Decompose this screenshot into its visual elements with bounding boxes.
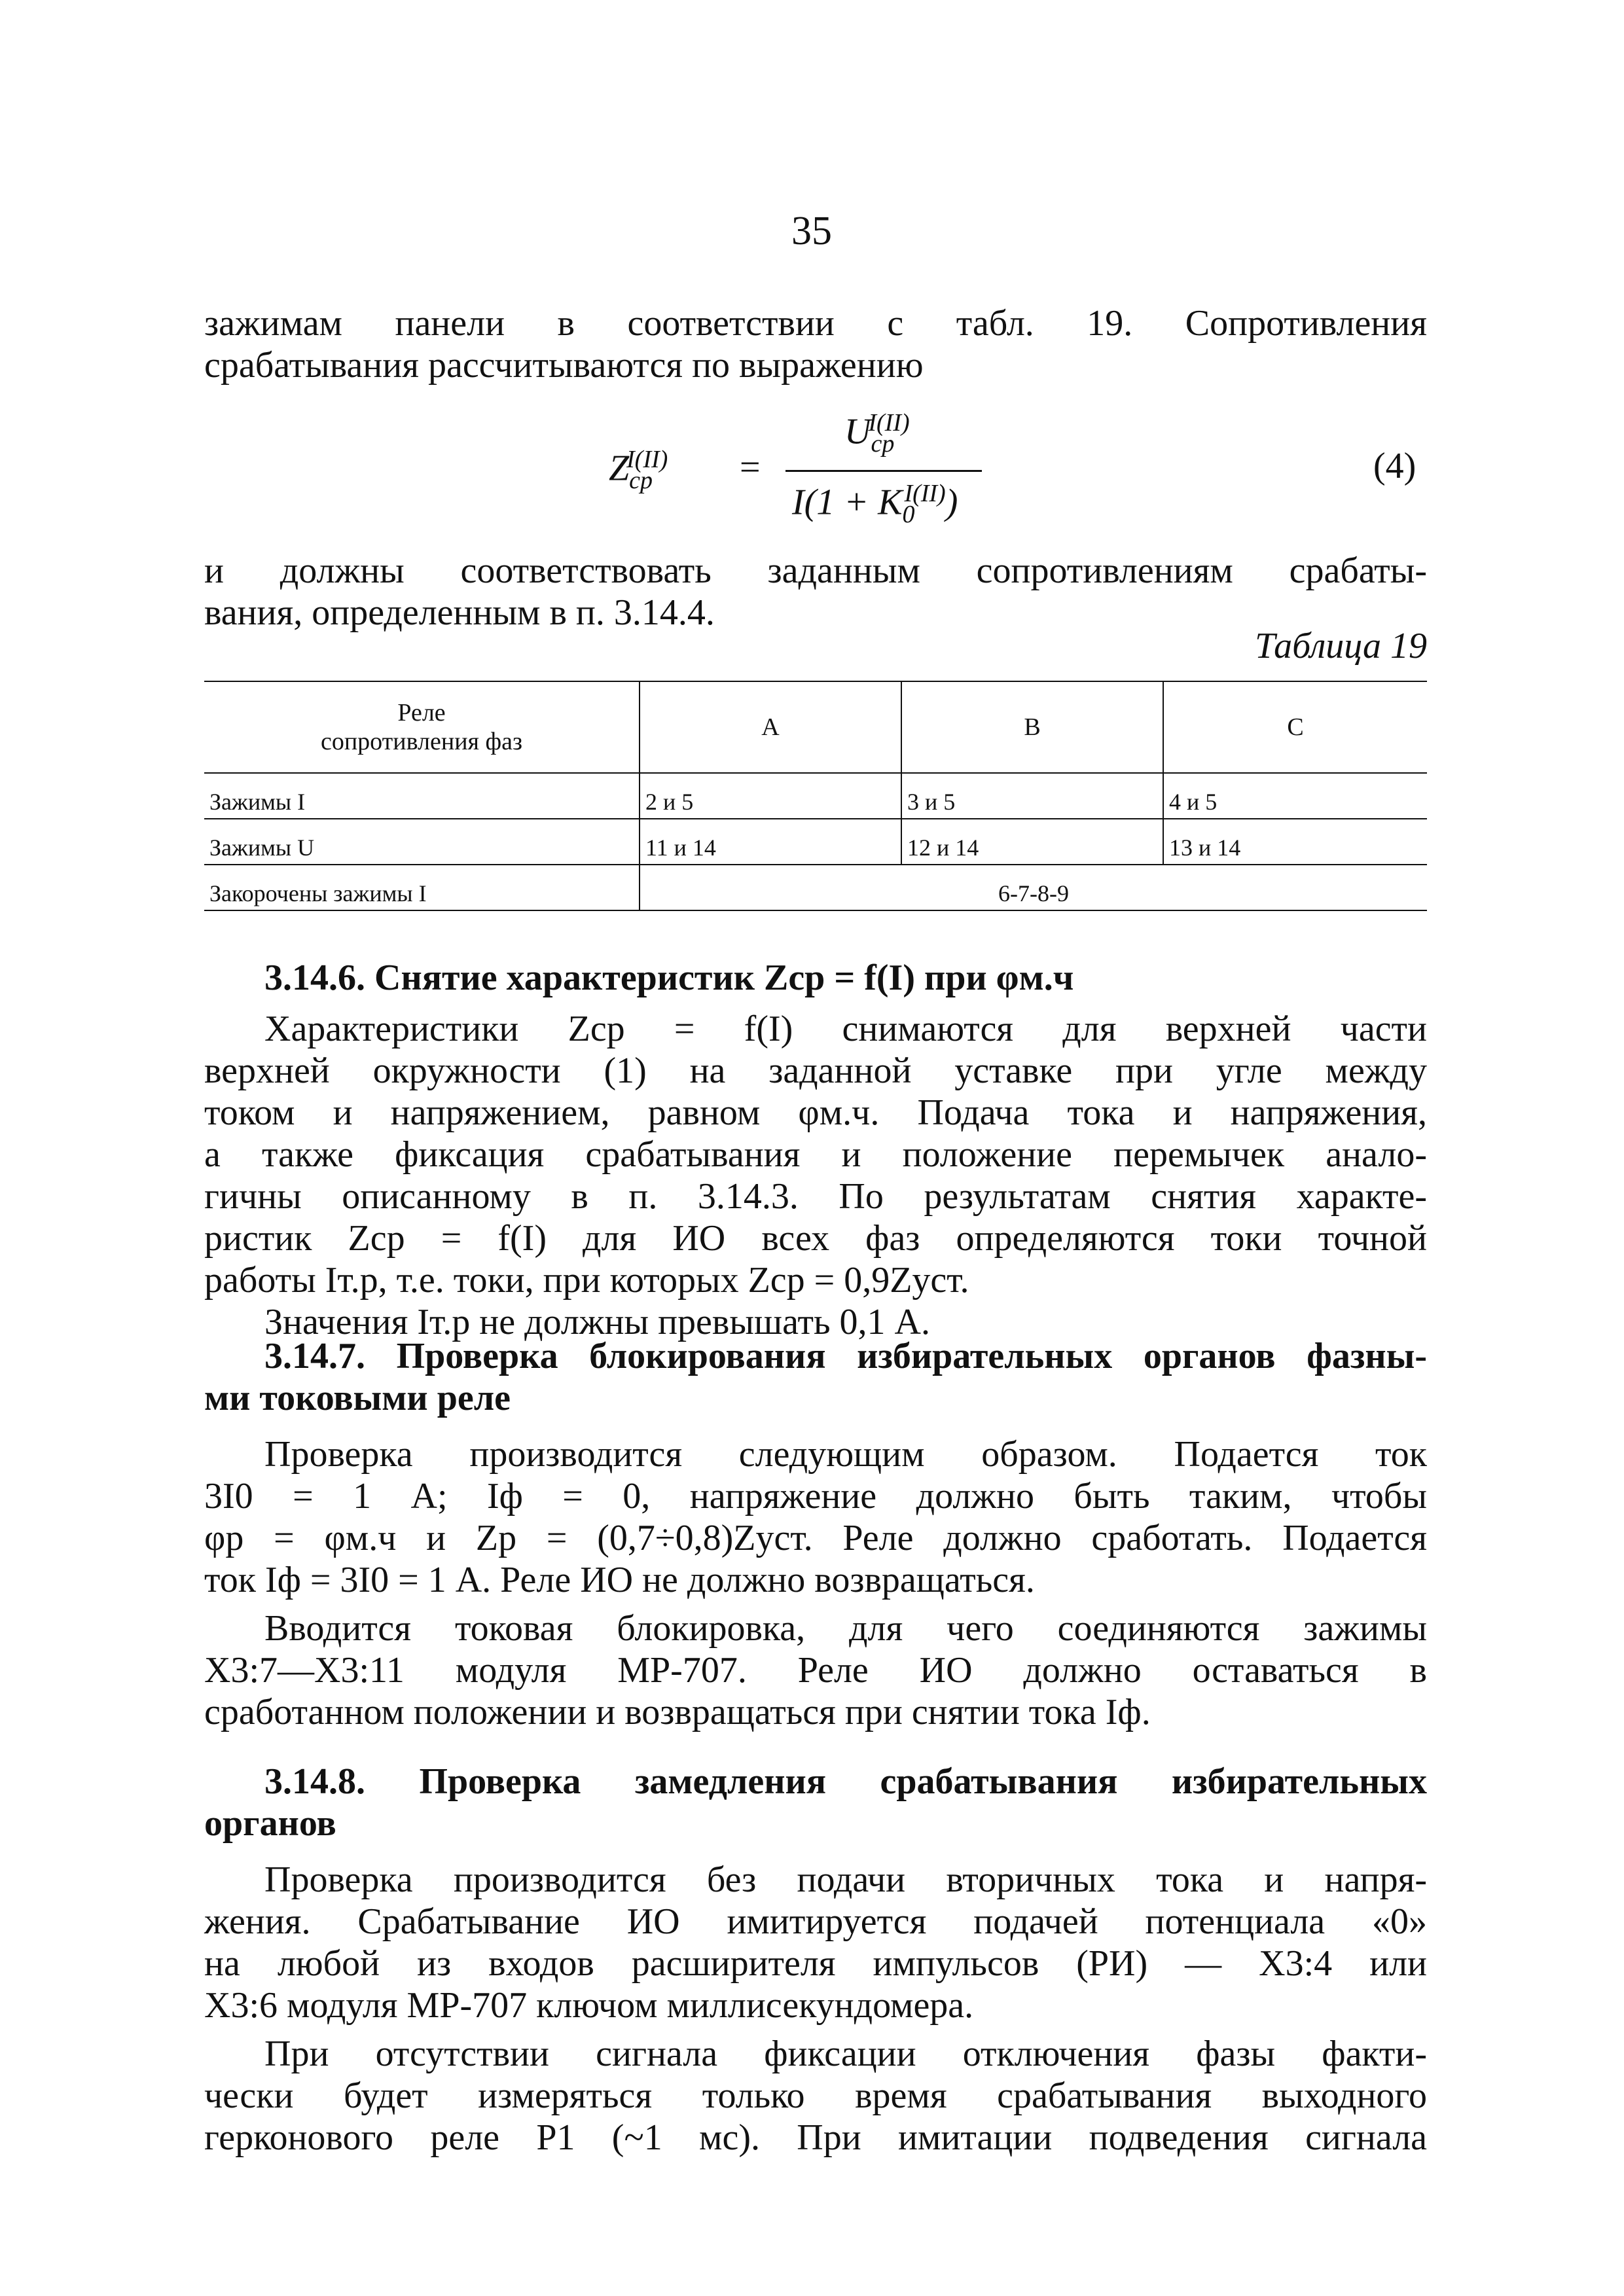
formula-numerator: $U_{ср}^{I(II)}$	[844, 409, 910, 457]
text-line: Проверка производится без подачи вторичных тока и напря-	[264, 1859, 1427, 1900]
formula-denominator: $I(1 + K_0^{I(II)})$	[792, 480, 958, 528]
text-line: и должны соответствовать заданным сопротивлениям срабаты-	[204, 550, 1427, 591]
table-header-cell: В	[901, 681, 1163, 773]
text-line: Х3:7—Х3:11 модуля МР-707. Реле ИО должно оставаться в	[204, 1650, 1427, 1691]
table-cell: 11 и 14	[640, 819, 901, 865]
text-line: герконового реле Р1 (~1 мс). При имитации подведения сигнала	[204, 2117, 1427, 2158]
formula-4	[576, 406, 1034, 530]
text-line: Вводится токовая блокировка, для чего соединяются зажимы	[264, 1608, 1427, 1649]
text-line: срабатывания рассчитываются по выражению	[204, 345, 924, 386]
table-cell: Зажимы U	[204, 819, 640, 865]
text-line: ристик Zср = f(I) для ИО всех фаз определяются токи точной	[204, 1218, 1427, 1259]
text-line: жения. Срабатывание ИО имитируется подачей потенциала «0»	[204, 1901, 1427, 1942]
text-line: зажимам панели в соответствии с табл. 19. Сопротивления	[204, 303, 1427, 344]
section-3-14-6	[204, 957, 1427, 1343]
text-line: 3I0 = 1 А; Iф = 0, напряжение должно быть таким, чтобы	[204, 1476, 1427, 1516]
text-line: Значения Iт.р не должны превышать 0,1 А.	[264, 1302, 930, 1342]
section-heading: 3.14.6. Снятие характеристик Zср = f(I) при φм.ч	[264, 958, 1074, 998]
text-line: вания, определенным в п. 3.14.4.	[204, 592, 715, 633]
formula-equals: =	[740, 447, 761, 488]
table-cell: Зажимы I	[204, 773, 640, 819]
table-cell: 12 и 14	[901, 819, 1163, 865]
text-line: верхней окружности (1) на заданной уставке при угле между	[204, 1050, 1427, 1091]
text-line: сработанном положении и возвращаться при снятии тока Iф.	[204, 1692, 1151, 1732]
section-heading: ми токовыми реле	[204, 1378, 511, 1418]
text-line: ток Iф = 3I0 = 1 А. Реле ИО не должно возвращаться.	[204, 1560, 1035, 1600]
table-cell: Закорочены зажимы I	[204, 865, 640, 910]
after-formula-paragraph	[204, 550, 1427, 634]
intro-paragraph	[204, 302, 1427, 386]
fraction-bar	[785, 470, 982, 472]
table-header-row	[204, 681, 1427, 773]
table-header-cell: Реле сопротивления фаз	[204, 681, 640, 773]
table-row	[204, 865, 1427, 910]
section-heading: 3.14.7. Проверка блокирования избирательных органов фазны-	[264, 1336, 1427, 1376]
text-line: Проверка производится следующим образом. Подается ток	[264, 1434, 1427, 1475]
formula-lhs: $Z_{ср}^{I(II)}$	[609, 446, 668, 494]
table-header-cell: С	[1163, 681, 1427, 773]
text-line: φр = φм.ч и Zр = (0,7÷0,8)Zуст. Реле должно сработать. Подается	[204, 1518, 1427, 1558]
page-number: 35	[791, 209, 832, 253]
table-cell: 6-7-8-9	[640, 865, 1427, 910]
text-line: а также фиксация срабатывания и положение перемычек анало-	[204, 1134, 1427, 1175]
table-row	[204, 819, 1427, 865]
table-19	[204, 681, 1427, 911]
text-line: гичны описанному в п. 3.14.3. По результатам снятия характе-	[204, 1176, 1427, 1217]
table-cell: 4 и 5	[1163, 773, 1427, 819]
table-row	[204, 773, 1427, 819]
text-line: чески будет измеряться только время срабатывания выходного	[204, 2075, 1427, 2116]
section-3-14-7	[204, 1335, 1427, 1733]
text-line: Характеристики Zср = f(I) снимаются для верхней части	[264, 1009, 1427, 1049]
table-cell: 13 и 14	[1163, 819, 1427, 865]
section-3-14-8	[204, 1761, 1427, 2159]
text-line: током и напряжением, равном φм.ч. Подача тока и напряжения,	[204, 1092, 1427, 1133]
section-heading: органов	[204, 1803, 336, 1844]
text-line: Х3:6 модуля МР-707 ключом миллисекундомера.	[204, 1985, 974, 2026]
table-cell: 3 и 5	[901, 773, 1163, 819]
text-line: При отсутствии сигнала фиксации отключения фазы факти-	[264, 2034, 1427, 2074]
table-caption: Таблица 19	[1255, 626, 1427, 666]
section-heading: 3.14.8. Проверка замедления срабатывания избирательных	[264, 1761, 1427, 1802]
table-cell: 2 и 5	[640, 773, 901, 819]
text-line: работы Iт.р, т.е. токи, при которых Zср = 0,9Zуст.	[204, 1260, 969, 1300]
table-header-cell: А	[640, 681, 901, 773]
text-line: на любой из входов расширителя импульсов (РИ) — Х3:4 или	[204, 1943, 1427, 1984]
equation-number: (4)	[1373, 446, 1416, 486]
